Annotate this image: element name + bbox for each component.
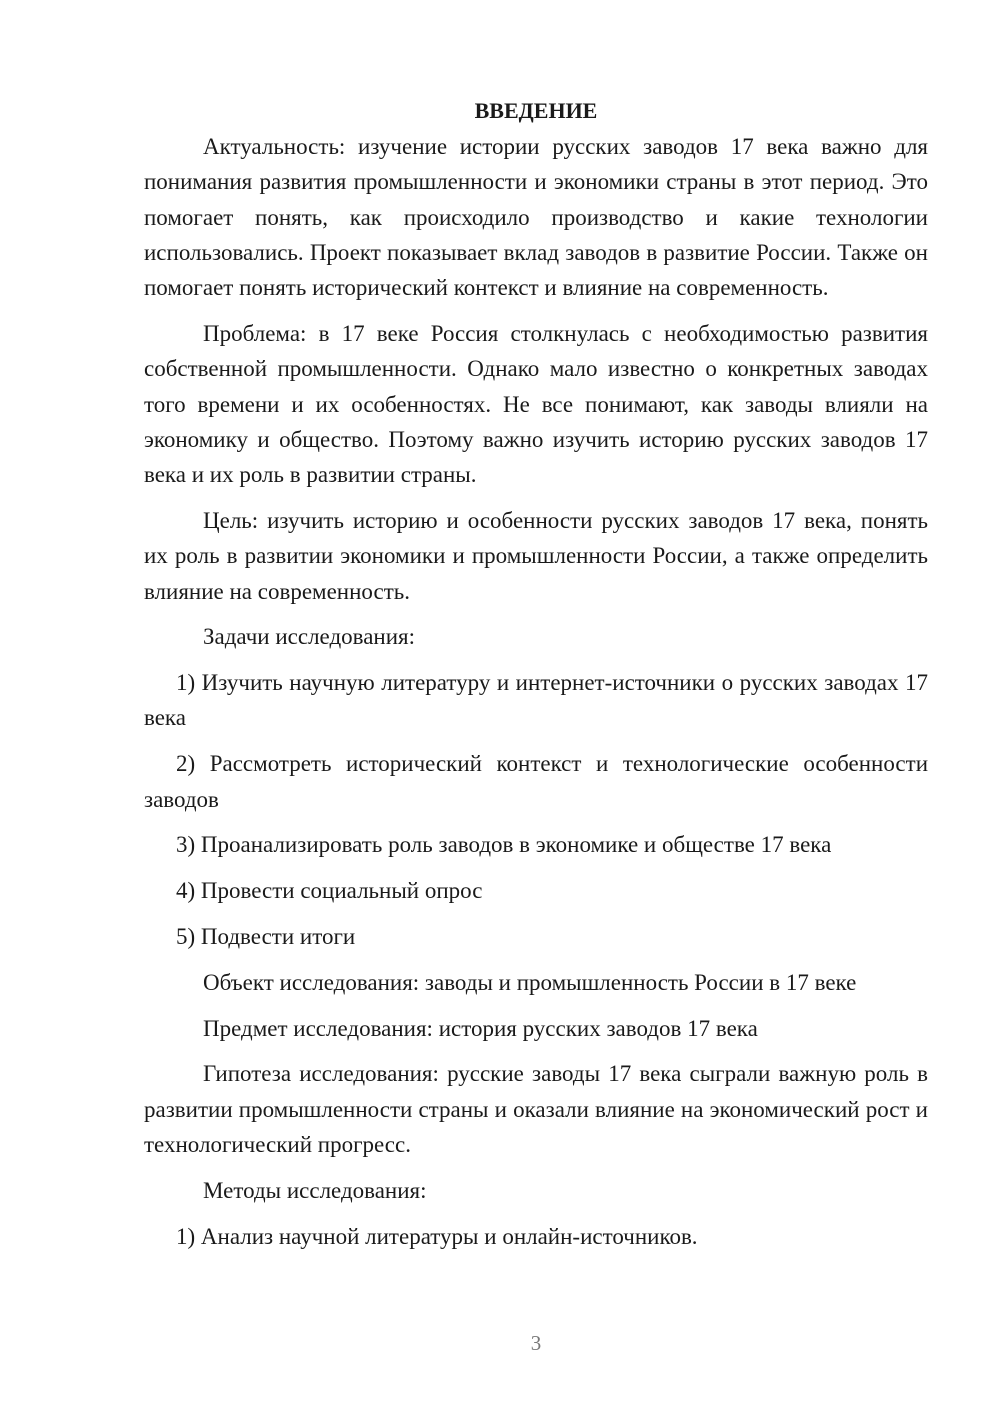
paragraph-hypothesis: Гипотеза исследования: русские заводы 17 века сыграли важную роль в развитии промышленности страны и оказали влияние на экономический рост и технологический прогресс. xyxy=(144,1061,928,1157)
paragraph-object: Объект исследования: заводы и промышленность России в 17 веке xyxy=(203,969,857,995)
page-content xyxy=(144,92,928,1254)
task-item-5: 5) Подвести итоги xyxy=(176,923,356,949)
task-item-2: 2) Рассмотреть исторический контекст и технологические особенности заводов xyxy=(144,751,928,812)
paragraph-problem: Проблема: в 17 веке Россия столкнулась с необходимостью развития собственной промышленности. Однако мало известно о конкретных заводах того времени и их особенностях. Не все понимают, как заводы влияли на экономику и общество. Поэтому важно изучить историю русских заводов 17 века и их роль в развитии страны. xyxy=(144,320,928,488)
paragraph-subject: Предмет исследования: история русских заводов 17 века xyxy=(203,1015,758,1041)
task-item-1: 1) Изучить научную литературу и интернет-источники о русских заводах 17 века xyxy=(144,670,928,731)
task-item-4: 4) Провести социальный опрос xyxy=(176,878,483,904)
task-item-3: 3) Проанализировать роль заводов в экономике и обществе 17 века xyxy=(176,832,832,858)
methods-heading: Методы исследования: xyxy=(203,1177,427,1203)
method-item-1: 1) Анализ научной литературы и онлайн-источников. xyxy=(176,1223,698,1249)
paragraph-relevance: Актуальность: изучение истории русских заводов 17 века важно для понимания развития промышленности и экономики страны в этот период. Это помогает понять, как происходило производство и какие технологии использовались. Проект показывает вклад заводов в развитие России. Также он помогает понять исторический контекст и влияние на современность. xyxy=(144,134,928,301)
page-number: 3 xyxy=(530,1331,542,1355)
paragraph-goal: Цель: изучить историю и особенности русских заводов 17 века, понять их роль в развитии экономики и промышленности России, а также определить влияние на современность. xyxy=(144,507,928,604)
page-title: ВВЕДЕНИЕ xyxy=(474,98,598,123)
tasks-heading: Задачи исследования: xyxy=(203,624,416,650)
